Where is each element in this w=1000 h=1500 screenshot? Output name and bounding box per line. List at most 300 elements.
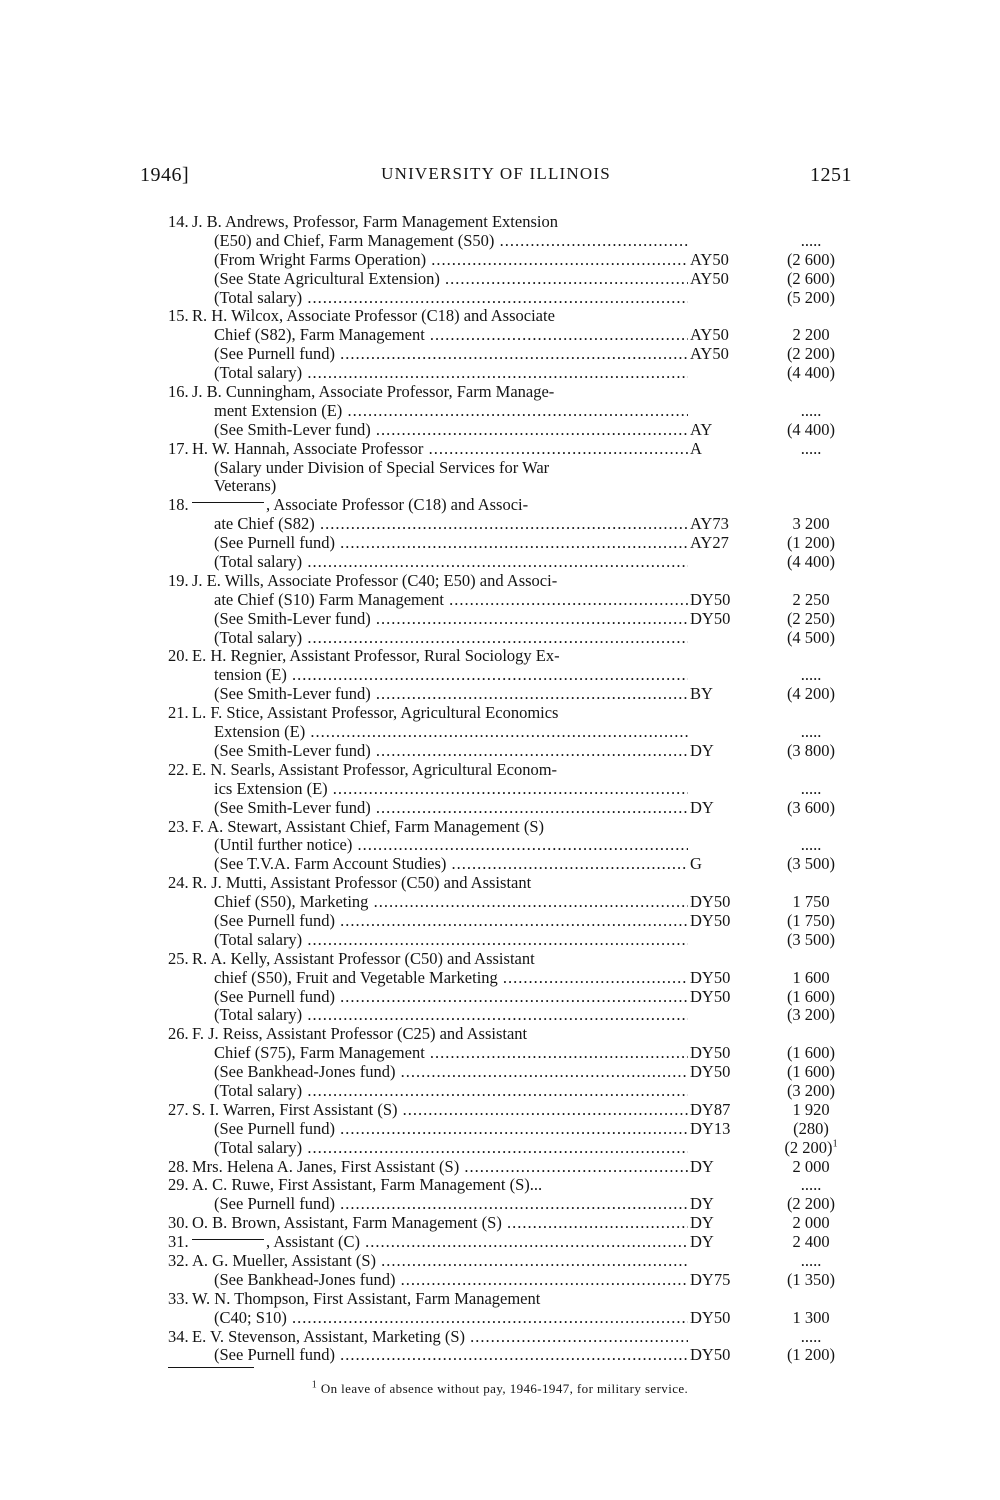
entry-line [168,1139,856,1158]
running-header [140,164,852,188]
entry-line [168,950,856,969]
entry-number: 29. [168,1175,189,1195]
salary-entry [168,818,856,875]
entry-text-content: (See Purnell fund) [214,534,335,553]
entry-text-content: (Until further notice) [214,836,353,855]
entry-number: 30. [168,1213,189,1233]
entry-text [192,1176,688,1195]
entry-text [192,213,688,232]
entry-text [214,534,688,553]
entry-text-content: ment Extension (E) [214,401,343,420]
salary-amount-value: (4 400) [786,363,836,383]
entry-number: 25. [168,948,189,968]
salary-amount [768,1195,854,1214]
entry-line [168,534,856,553]
salary-entry [168,1233,856,1252]
salary-amount-value: ..... [800,722,822,742]
salary-amount-value: (3 800) [786,740,836,760]
entry-text-content: L. F. Stice, Assistant Professor, Agricultural Economics [192,704,559,723]
entry-line [168,383,856,402]
entry-text-content: (From Wright Farms Operation) [214,250,427,269]
entry-text [214,364,688,383]
entry-number: 24. [168,873,189,893]
salary-amount-value: (1 750) [786,910,836,930]
entry-text [192,704,688,723]
salary-amount [768,988,854,1007]
entry-line [168,364,856,383]
entry-line [168,251,856,270]
appointment-code: DY [690,797,714,817]
salary-entry [168,1025,856,1101]
entry-line [168,1252,856,1271]
salary-amount [768,1120,854,1139]
appointment-code: DY87 [690,1099,731,1119]
entry-text-content: (See Smith-Lever fund) [214,685,371,704]
entry-text-content: (See State Agricultural Extension) [214,269,440,288]
entry-line [168,232,856,251]
entry-line [168,345,856,364]
entry-text [214,1195,688,1214]
appointment-code: DY50 [690,1345,731,1365]
salary-amount [768,836,854,855]
footnote-text: On leave of absence without pay, 1946-1947, for military service. [320,1381,689,1396]
salary-amount-value: 1 300 [792,1307,830,1327]
entry-text-content: O. B. Brown, Assistant, Farm Management (S) [192,1214,502,1233]
entry-line [168,1101,856,1120]
salary-amount [768,666,854,685]
entry-line [168,723,856,742]
vacancy-dash [192,502,264,503]
appointment-code: DY [690,1156,714,1176]
entry-line [168,893,856,912]
entry-text-content: (See Purnell fund) [214,1346,335,1365]
entry-text [192,496,688,515]
salary-amount [768,1101,854,1120]
salary-amount-value: (280) [793,1118,829,1138]
entry-text-content: (See Smith-Lever fund) [214,609,371,628]
entry-line [168,421,856,440]
salary-amount-value: 1 600 [792,967,830,987]
entry-line [168,1176,856,1195]
entry-line [168,1328,856,1347]
appointment-code: DY [690,1194,714,1214]
salary-entry [168,1176,856,1214]
entry-text [192,307,688,326]
salary-amount-value: (1 600) [786,1062,836,1082]
salary-amount-value: (2 200) [784,1137,833,1157]
entry-line [168,818,856,837]
entry-text [214,1120,688,1139]
appointment-code: G [690,854,702,874]
entry-text-content: ics Extension (E) [214,779,328,798]
appointment-code: DY [690,1213,714,1233]
entry-line [168,1233,856,1252]
salary-amount [768,969,854,988]
footnote [0,1381,1000,1397]
entry-text-content: Extension (E) [214,723,306,742]
salary-entry [168,704,856,761]
entry-text [214,270,688,289]
entry-line [168,496,856,515]
entry-number: 23. [168,816,189,836]
entry-text [214,723,688,742]
entry-text-content: A. C. Ruwe, First Assistant, Farm Management (S)... [192,1176,543,1195]
appointment-code: AY50 [690,268,729,288]
entry-text-content: (Total salary) [214,1138,303,1157]
salary-amount-value: 1 750 [792,892,830,912]
entry-text-content: (E50) and Chief, Farm Management (S50) [214,231,495,250]
entry-text-content: Veterans) [214,477,277,496]
entry-text [214,742,688,761]
entry-text [214,610,688,629]
appointment-code: AY50 [690,344,729,364]
entry-text [214,799,688,818]
header-title: UNIVERSITY OF ILLINOIS [381,164,611,183]
appointment-code: AY [690,419,713,439]
salary-amount-value: (2 600) [786,268,836,288]
entry-number: 20. [168,646,189,666]
salary-list [168,213,856,1365]
entry-text [214,1063,688,1082]
entry-text-content: J. B. Andrews, Professor, Farm Management Extension [192,213,558,231]
appointment-code: DY50 [690,967,731,987]
footnote-ref: 1 [832,1138,838,1150]
entry-text-content: E. V. Stevenson, Assistant, Marketing (S) [192,1327,466,1346]
salary-amount-value: ..... [800,835,822,855]
entry-text-content: R. J. Mutti, Assistant Professor (C50) and Assistant [192,874,532,893]
salary-amount-value: (2 600) [786,249,836,269]
salary-amount [768,1176,854,1195]
entry-text [214,326,688,345]
entry-text [214,685,688,704]
salary-amount [768,1252,854,1271]
entry-text-content: F. J. Reiss, Assistant Professor (C25) and Assistant [192,1025,528,1044]
entry-text-content: H. W. Hannah, Associate Professor [192,439,424,458]
entry-text [214,780,688,799]
entry-line [168,591,856,610]
entry-text [214,553,688,572]
footnote-rule [168,1367,254,1368]
entry-text-content: (Total salary) [214,930,303,949]
entry-text-content: S. I. Warren, First Assistant (S) [192,1100,398,1119]
entry-text [214,251,688,270]
entry-number: 17. [168,438,189,458]
entry-text [214,1139,688,1158]
entry-text [192,572,688,591]
entry-text [214,855,688,874]
entry-text [214,1309,688,1328]
entry-number: 21. [168,703,189,723]
salary-entry [168,1101,856,1158]
appointment-code: DY50 [690,1307,731,1327]
appointment-code: DY [690,1232,714,1252]
entry-text [214,931,688,950]
salary-entry [168,1214,856,1233]
appointment-code: DY [690,740,714,760]
entry-line [168,213,856,232]
entry-line [168,742,856,761]
entry-text-content: (Total salary) [214,1006,303,1025]
salary-amount [768,799,854,818]
entry-line [168,1006,856,1025]
entry-text-content: F. A. Stewart, Assistant Chief, Farm Management (S) [192,817,545,836]
salary-amount-value: 2 250 [792,589,830,609]
salary-amount [768,685,854,704]
entry-number: 18. [168,495,189,515]
salary-amount [768,402,854,421]
entry-line [168,988,856,1007]
salary-amount [768,440,854,459]
entry-text [214,912,688,931]
salary-amount [768,1328,854,1347]
entry-text-content: (Total salary) [214,1081,303,1100]
entry-line [168,761,856,780]
header-year: 1946] [140,164,190,186]
salary-amount-value: ..... [800,1326,822,1346]
entry-text-content: (See Purnell fund) [214,987,335,1006]
salary-amount-value: 2 400 [792,1232,830,1252]
appointment-code: DY50 [690,986,731,1006]
entry-line [168,780,856,799]
entry-text [214,515,688,534]
entry-text-content: (See Purnell fund) [214,1195,335,1214]
salary-amount [768,723,854,742]
salary-entry [168,647,856,704]
entry-text [192,818,688,837]
entry-text [192,1233,688,1252]
entry-number: 32. [168,1250,189,1270]
salary-amount-value: (4 500) [786,627,836,647]
entry-line [168,1346,856,1365]
salary-amount-value: (3 200) [786,1005,836,1025]
entry-text-content: (See Bankhead-Jones fund) [214,1063,396,1082]
entry-line [168,1195,856,1214]
entry-line [168,440,856,459]
salary-amount [768,515,854,534]
entry-line [168,1063,856,1082]
entry-text-content: (Total salary) [214,553,303,572]
vacancy-dash [192,1239,264,1240]
entry-line [168,610,856,629]
entry-line [168,1290,856,1309]
salary-amount [768,1158,854,1177]
entry-text [192,874,688,893]
appointment-code: AY50 [690,325,729,345]
salary-amount [768,534,854,553]
salary-amount-value: (1 200) [786,533,836,553]
entry-line [168,307,856,326]
entry-text [192,1328,688,1347]
salary-amount [768,289,854,308]
appointment-code: DY50 [690,892,731,912]
entry-line [168,855,856,874]
entry-text [214,988,688,1007]
entry-line [168,1271,856,1290]
entry-text [214,421,688,440]
entry-text [214,402,688,421]
salary-entry [168,383,856,440]
salary-amount [768,232,854,251]
entry-number: 27. [168,1099,189,1119]
entry-number: 26. [168,1024,189,1044]
salary-amount-value: ..... [800,230,822,250]
entry-line [168,1214,856,1233]
salary-amount-value: ..... [800,778,822,798]
salary-amount-value: (2 250) [786,608,836,628]
salary-entry [168,1158,856,1177]
entry-text-content: (Salary under Division of Special Services for War [214,458,550,477]
salary-amount-value: 2 000 [792,1213,830,1233]
salary-amount-value: (4 400) [786,419,836,439]
salary-amount [768,931,854,950]
entry-text-content: E. H. Regnier, Assistant Professor, Rural Sociology Ex- [192,647,560,666]
salary-amount-value: ..... [800,665,822,685]
entry-text [192,1214,688,1233]
entry-line [168,704,856,723]
salary-entry [168,307,856,383]
entry-line [168,402,856,421]
appointment-code: DY13 [690,1118,731,1138]
footnote-marker: 1 [311,1379,318,1391]
appointment-code: BY [690,684,713,704]
salary-entry [168,213,856,307]
salary-entry [168,950,856,1026]
appointment-code: A [690,438,702,458]
salary-amount [768,1233,854,1252]
entry-text-content: (See Smith-Lever fund) [214,798,371,817]
entry-line [168,912,856,931]
entry-text-content: (See Purnell fund) [214,911,335,930]
salary-amount-value: ..... [800,1175,822,1195]
entry-line [168,477,856,496]
entry-text-content: Mrs. Helena A. Janes, First Assistant (S) [192,1157,460,1176]
entry-line [168,270,856,289]
appointment-code: AY27 [690,533,729,553]
entry-text [214,969,688,988]
salary-amount-value: (3 600) [786,797,836,817]
salary-amount-value: ..... [800,400,822,420]
entry-line [168,666,856,685]
entry-text-content: chief (S50), Fruit and Vegetable Marketing [214,968,498,987]
entry-line [168,874,856,893]
entry-line [168,1309,856,1328]
salary-amount-value: ..... [800,438,822,458]
entry-text-content: (C40; S10) [214,1308,287,1327]
salary-amount [768,1006,854,1025]
entry-number: 22. [168,759,189,779]
salary-amount [768,912,854,931]
salary-amount [768,1063,854,1082]
entry-text-content: (See Smith-Lever fund) [214,741,371,760]
salary-amount-value: 3 200 [792,514,830,534]
entry-line [168,553,856,572]
entry-line [168,799,856,818]
salary-amount [768,251,854,270]
entry-text [214,477,688,496]
salary-entry [168,1290,856,1328]
entry-text [214,666,688,685]
salary-entry [168,1252,856,1290]
entry-text-content: ate Chief (S82) [214,515,315,534]
salary-amount-value: (3 200) [786,1080,836,1100]
salary-amount [768,742,854,761]
entry-text [214,1346,688,1365]
entry-line [168,326,856,345]
entry-number: 31. [168,1232,189,1252]
salary-amount [768,1139,854,1158]
entry-line [168,836,856,855]
salary-amount [768,610,854,629]
entry-text-content: Chief (S82), Farm Management [214,326,425,345]
entry-text [192,1158,688,1177]
entry-text [192,383,688,402]
salary-amount [768,1346,854,1365]
entry-number: 28. [168,1156,189,1176]
entry-text-content: ate Chief (S10) Farm Management [214,590,445,609]
entry-line [168,1025,856,1044]
salary-amount [768,1044,854,1063]
salary-entry [168,572,856,648]
entry-text-content: (See Purnell fund) [214,1119,335,1138]
entry-text-content: (See T.V.A. Farm Account Studies) [214,855,447,874]
entry-line [168,1044,856,1063]
entry-line [168,629,856,648]
entry-text [192,1101,688,1120]
appointment-code: AY73 [690,514,729,534]
salary-amount-value: (1 600) [786,986,836,1006]
entry-line [168,1082,856,1101]
salary-amount-value: (2 200) [786,1194,836,1214]
entry-text [192,950,688,969]
appointment-code: DY50 [690,589,731,609]
entry-text [214,345,688,364]
entry-text [214,459,688,478]
salary-entry [168,761,856,818]
salary-amount-value: ..... [800,1250,822,1270]
appointment-code: AY50 [690,249,729,269]
salary-amount-value: 2 200 [792,325,830,345]
entry-text [192,761,688,780]
entry-text-content: Chief (S75), Farm Management [214,1044,425,1063]
entry-text [214,289,688,308]
salary-amount [768,1082,854,1101]
salary-amount [768,591,854,610]
entry-line [168,931,856,950]
salary-amount-value: (1 600) [786,1043,836,1063]
entry-number: 14. [168,212,189,231]
entry-text-content: (See Purnell fund) [214,345,335,364]
salary-amount-value: (4 400) [786,552,836,572]
entry-text-content: Chief (S50), Marketing [214,893,369,912]
entry-line [168,685,856,704]
entry-text [192,440,688,459]
salary-amount-value: (1 350) [786,1269,836,1289]
salary-amount [768,421,854,440]
entry-text-content: E. N. Searls, Assistant Professor, Agricultural Econom- [192,760,558,779]
entry-line [168,289,856,308]
salary-amount-value: 2 000 [792,1156,830,1176]
salary-amount [768,629,854,648]
entry-number: 34. [168,1326,189,1346]
entry-number: 15. [168,306,189,326]
salary-amount [768,1309,854,1328]
entry-text [214,1271,688,1290]
appointment-code: DY50 [690,1062,731,1082]
salary-amount-value: (3 500) [786,854,836,874]
entry-text-content: R. A. Kelly, Assistant Professor (C50) and Assistant [192,949,535,968]
salary-amount [768,345,854,364]
entry-text-content: , Associate Professor (C18) and Associ- [266,496,529,515]
